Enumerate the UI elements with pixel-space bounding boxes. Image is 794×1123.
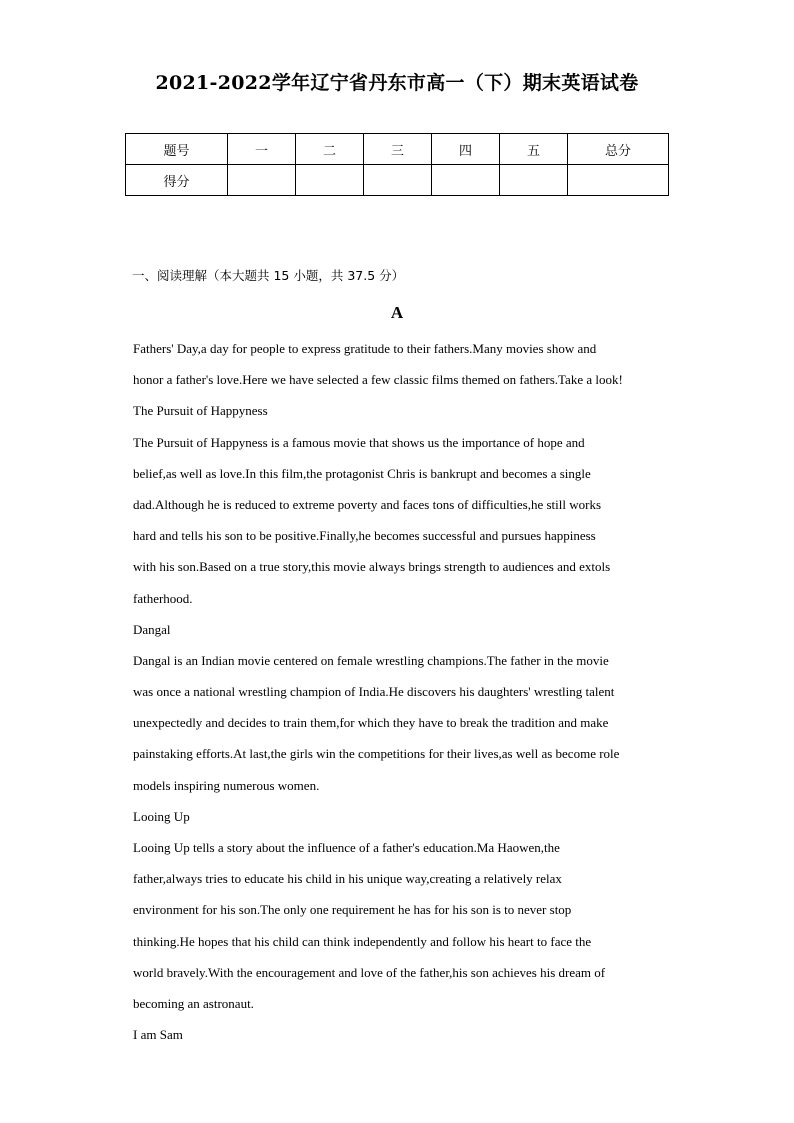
passage-line: environment for his son.The only one requirement he has for his son is to never stop: [133, 902, 572, 918]
score-table-header-row: [126, 134, 669, 165]
total-score-header: 总分: [568, 134, 669, 165]
passage-line: Fathers' Day,a day for people to express gratitude to their fathers.Many movies show and: [133, 341, 597, 356]
passage-letter: A: [390, 303, 404, 322]
passage-line: Looing Up tells a story about the influence of a father's education.Ma Haowen,the: [133, 840, 560, 855]
passage-line: dad.Although he is reduced to extreme poverty and faces tons of difficulties,he still works: [133, 496, 601, 512]
passage-line: Dangal: [133, 621, 171, 637]
passage-line: The Pursuit of Happyness: [133, 403, 268, 419]
passage-line: father,always tries to educate his child in his unique way,creating a relatively relax: [133, 871, 562, 887]
passage-line: hard and tells his son to be positive.Finally,he becomes successful and pursues happiness: [133, 528, 596, 544]
exam-title: 2021-2022学年辽宁省丹东市高一（下）期末英语试卷: [155, 72, 639, 94]
part-3-score-cell: [364, 165, 432, 196]
part-2-header: 二: [296, 134, 364, 165]
passage-line: unexpectedly and decides to train them,for which they have to break the tradition and make: [133, 715, 609, 731]
passage-body: [133, 337, 673, 1054]
section-heading: 一、阅读理解（本大题共 15 小题，共 37.5 分）: [132, 268, 405, 283]
part-5-score-cell: [500, 165, 568, 196]
part-4-header: 四: [432, 134, 500, 165]
score-table-score-row: [126, 165, 669, 196]
passage-line: painstaking efforts.At last,the girls win the competitions for their lives,as well as become role: [133, 746, 620, 762]
part-1-header: 一: [228, 134, 296, 165]
part-2-score-cell: [296, 165, 364, 196]
passage-line: belief,as well as love.In this film,the protagonist Chris is bankrupt and becomes a single: [133, 465, 591, 481]
part-1-score-cell: [228, 165, 296, 196]
passage-line: Looing Up: [133, 808, 190, 824]
passage-line: The Pursuit of Happyness is a famous movie that shows us the importance of hope and: [133, 434, 585, 450]
score-table: [125, 133, 669, 196]
passage-line: thinking.He hopes that his child can think independently and follow his heart to face the: [133, 933, 592, 949]
passage-line: world bravely.With the encouragement and love of the father,his son achieves his dream of: [133, 964, 606, 980]
score-label: 得分: [126, 165, 228, 196]
part-3-header: 三: [364, 134, 432, 165]
passage-line: was once a national wrestling champion of India.He discovers his daughters' wrestling talent: [133, 684, 615, 700]
passage-line: Dangal is an Indian movie centered on female wrestling champions.The father in the movie: [133, 652, 609, 668]
part-5-header: 五: [500, 134, 568, 165]
question-number-label: 题号: [126, 134, 228, 165]
passage-line: fatherhood.: [133, 590, 193, 606]
total-score-cell: [568, 165, 669, 196]
passage-line: I am Sam: [133, 1027, 183, 1043]
passage-line: honor a father's love.Here we have selected a few classic films themed on fathers.Take a look!: [133, 372, 623, 388]
passage-line: models inspiring numerous women.: [133, 777, 320, 793]
passage-line: becoming an astronaut.: [133, 995, 254, 1011]
part-4-score-cell: [432, 165, 500, 196]
passage-line: with his son.Based on a true story,this movie always brings strength to audiences and extols: [133, 559, 611, 575]
